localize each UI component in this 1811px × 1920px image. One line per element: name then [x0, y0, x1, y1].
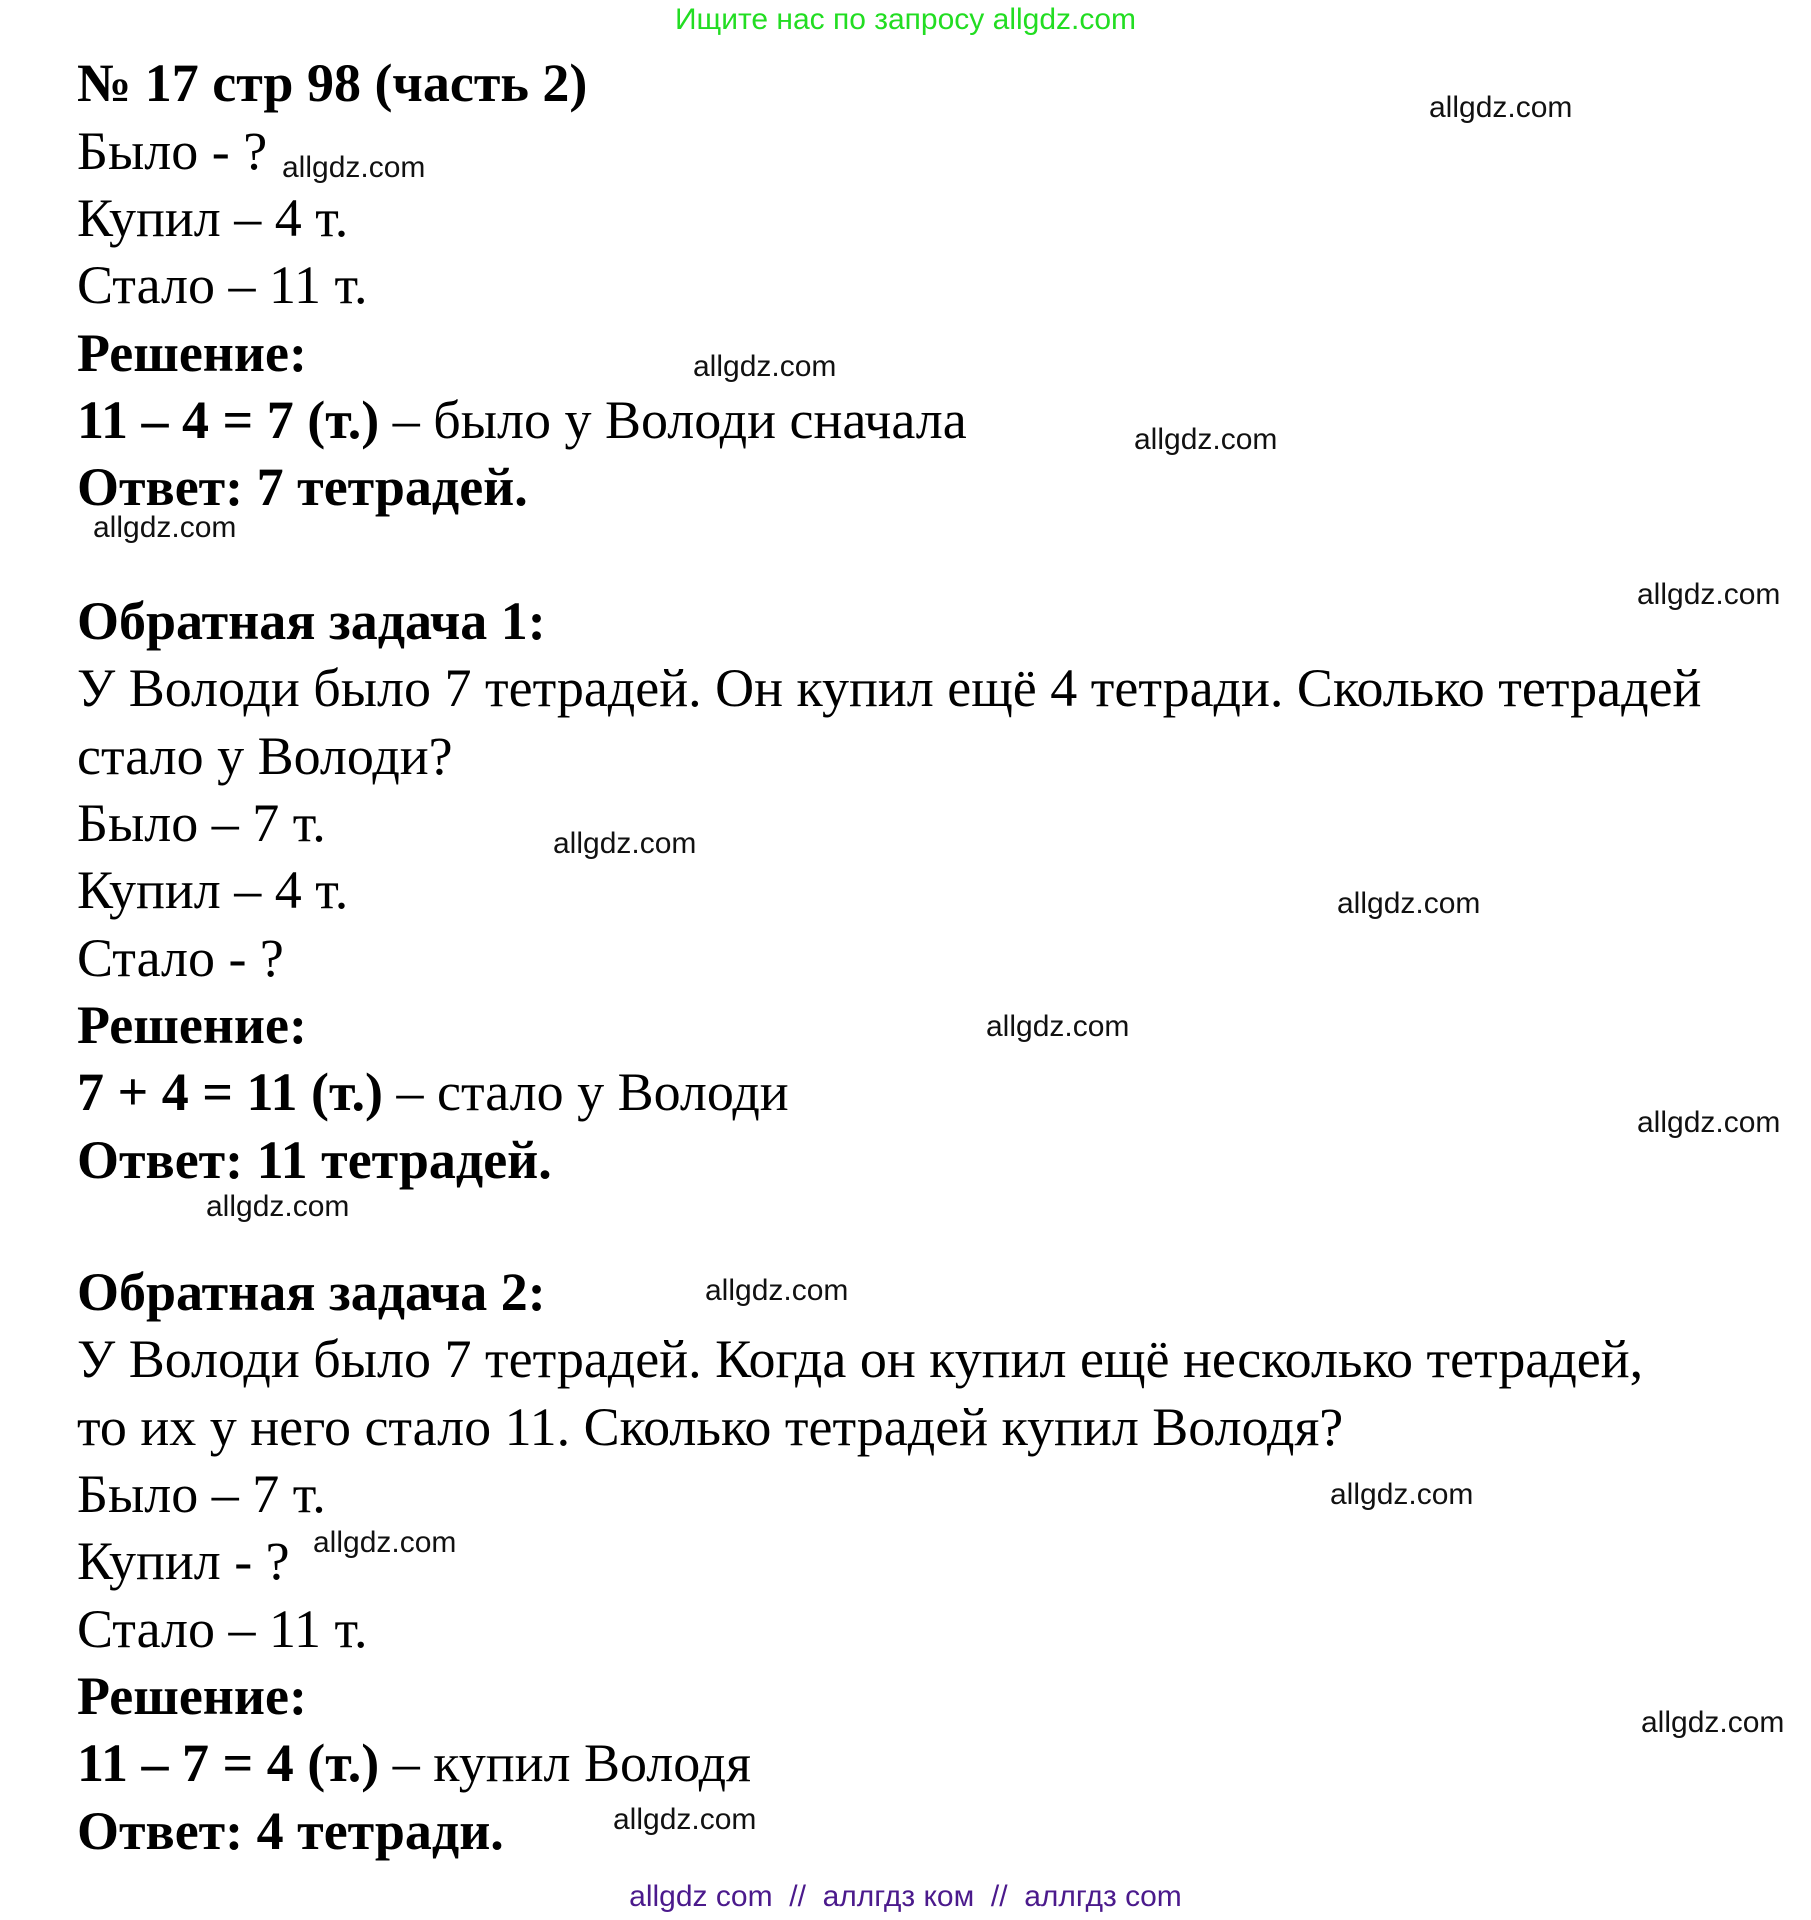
- regular-text: стало у Володи?: [77, 726, 453, 786]
- bold-text: 11 – 7 = 4 (т.): [77, 1733, 380, 1793]
- watermark: allgdz.com: [1330, 1478, 1474, 1511]
- text-line: [77, 320, 307, 386]
- regular-text: – купил Володя: [379, 1733, 751, 1793]
- text-line: [77, 1528, 290, 1594]
- watermark: allgdz.com: [313, 1526, 457, 1559]
- regular-text: – было у Володи сначала: [379, 390, 967, 450]
- text-line: [77, 925, 284, 991]
- watermark: allgdz.com: [93, 511, 237, 544]
- watermark: allgdz.com: [613, 1803, 757, 1836]
- bold-text: Ответ: 4 тетради.: [77, 1801, 504, 1861]
- text-line: [77, 1663, 307, 1729]
- regular-text: Купил - ?: [77, 1531, 290, 1591]
- header-promo-text: Ищите нас по запросу allgdz.com: [674, 3, 1137, 36]
- regular-text: Стало – 11 т.: [77, 1599, 368, 1659]
- text-line: [77, 1730, 751, 1796]
- watermark: allgdz.com: [1641, 1706, 1785, 1739]
- watermark: allgdz.com: [693, 350, 837, 383]
- bold-text: Обратная задача 1:: [77, 591, 546, 651]
- watermark: allgdz.com: [1637, 1106, 1781, 1139]
- regular-text: Купил – 4 т.: [77, 188, 349, 248]
- watermark: allgdz.com: [986, 1010, 1130, 1043]
- regular-text: Было – 7 т.: [77, 1464, 326, 1524]
- regular-text: Стало - ?: [77, 928, 284, 988]
- bold-text: 11 – 4 = 7 (т.): [77, 390, 380, 450]
- bold-text: № 17 стр 98 (часть 2): [77, 53, 588, 113]
- text-line: [77, 387, 967, 453]
- text-line: [77, 252, 368, 318]
- regular-text: Было – 7 т.: [77, 793, 326, 853]
- text-line: [77, 1059, 789, 1125]
- regular-text: Было - ?: [77, 121, 268, 181]
- text-line: [77, 1798, 504, 1864]
- bold-text: Решение:: [77, 995, 307, 1055]
- text-line: [77, 118, 267, 184]
- bold-text: Решение:: [77, 1666, 307, 1726]
- text-line: [77, 723, 453, 789]
- text-line: [77, 857, 348, 923]
- text-line: [77, 50, 587, 116]
- bold-text: 7 + 4 = 11 (т.): [77, 1062, 383, 1122]
- bold-text: Обратная задача 2:: [77, 1262, 546, 1322]
- watermark: allgdz.com: [1134, 423, 1278, 456]
- bold-text: Решение:: [77, 323, 307, 383]
- regular-text: Купил – 4 т.: [77, 860, 349, 920]
- text-line: [77, 1596, 368, 1662]
- bold-text: Ответ: 11 тетрадей.: [77, 1130, 552, 1190]
- text-line: [77, 1326, 1643, 1392]
- text-line: [77, 1394, 1343, 1460]
- regular-text: У Володи было 7 тетрадей. Когда он купил ещё несколько тетрадей,: [77, 1329, 1644, 1389]
- watermark: allgdz.com: [206, 1190, 350, 1223]
- text-line: [77, 1127, 552, 1193]
- text-line: [77, 1259, 546, 1325]
- watermark: allgdz.com: [1429, 91, 1573, 124]
- text-line: [77, 1461, 326, 1527]
- footer-promo-text: allgdz com // аллгдз ком // аллгдз com: [629, 1880, 1182, 1913]
- regular-text: У Володи было 7 тетрадей. Он купил ещё 4 тетради. Сколько тетрадей: [77, 658, 1702, 718]
- watermark: allgdz.com: [1337, 887, 1481, 920]
- watermark: allgdz.com: [705, 1274, 849, 1307]
- regular-text: то их у него стало 11. Сколько тетрадей купил Володя?: [77, 1397, 1344, 1457]
- watermark: allgdz.com: [1637, 578, 1781, 611]
- bold-text: Ответ: 7 тетрадей.: [77, 457, 528, 517]
- text-line: [77, 588, 546, 654]
- watermark: allgdz.com: [553, 827, 697, 860]
- text-line: [77, 992, 307, 1058]
- regular-text: Стало – 11 т.: [77, 255, 368, 315]
- text-line: [77, 185, 348, 251]
- text-line: [77, 790, 326, 856]
- regular-text: – стало у Володи: [383, 1062, 789, 1122]
- text-line: [77, 655, 1701, 721]
- watermark: allgdz.com: [282, 151, 426, 184]
